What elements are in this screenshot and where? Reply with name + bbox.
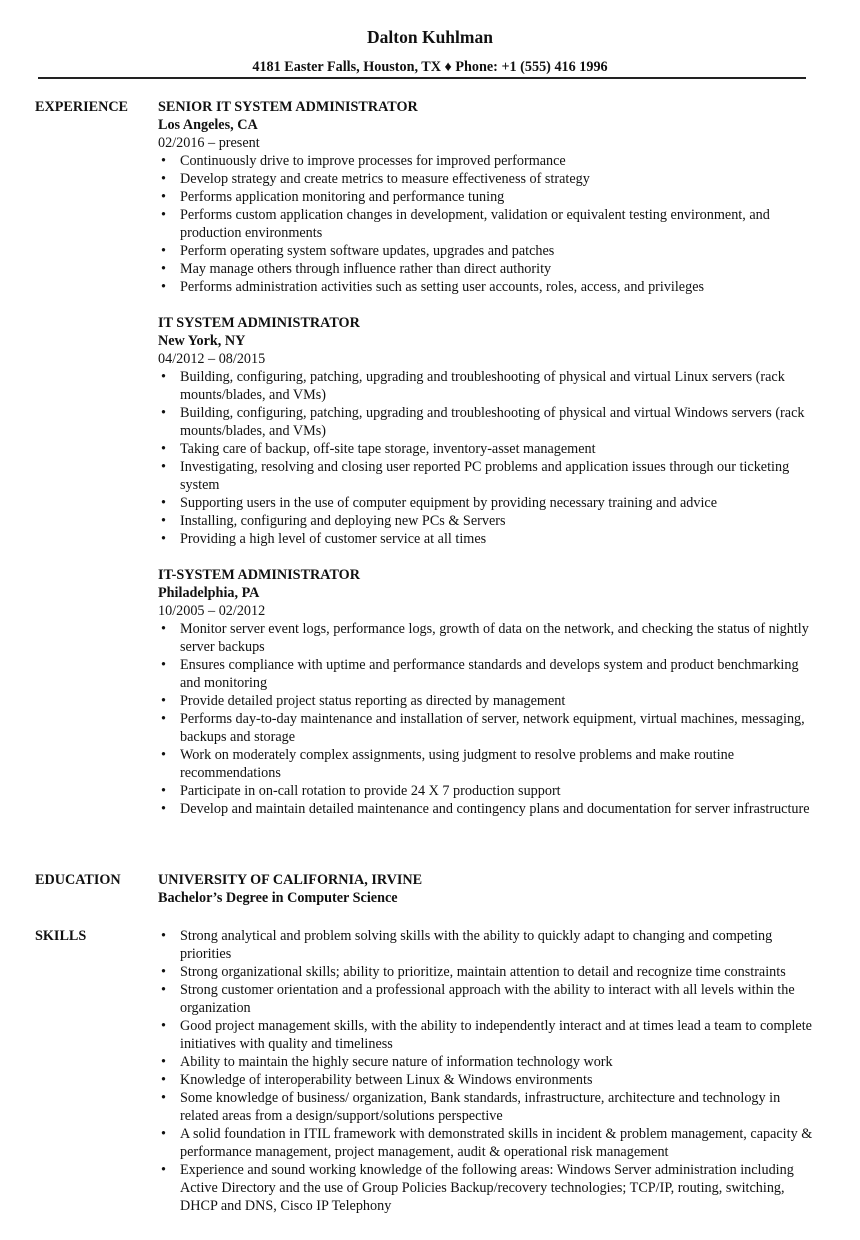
job-dates: 10/2005 – 02/2012 (158, 603, 266, 619)
duty-item: • Building, configuring, patching, upgrading and troubleshooting of physical and virtual Linux servers (rack mounts/blades, and VMs) (158, 368, 818, 404)
duty-item: • Monitor server event logs, performance logs, growth of data on the network, and checking the status of nightly server backups (158, 620, 818, 656)
job-dates: 04/2012 – 08/2015 (158, 351, 266, 367)
duty-item: • Performs day-to-day maintenance and installation of server, network equipment, virtual machines, messaging, backups and storage (158, 710, 818, 746)
job-location: New York, NY (158, 333, 246, 349)
job-duties (158, 152, 818, 296)
experience-list (158, 98, 818, 836)
skill-item: • Strong analytical and problem solving skills with the ability to quickly adapt to changing and competing priorities (158, 927, 818, 963)
duty-item: • Supporting users in the use of computer equipment by providing necessary training and advice (158, 494, 818, 512)
job-title: SENIOR IT SYSTEM ADMINISTRATOR (158, 99, 418, 115)
duty-item: • Work on moderately complex assignments, using judgment to resolve problems and make routine recommendations (158, 746, 818, 782)
duty-item: • May manage others through influence rather than direct authority (158, 260, 818, 278)
job-entry (158, 314, 818, 548)
job-title: IT-SYSTEM ADMINISTRATOR (158, 567, 360, 583)
job-duties (158, 620, 818, 818)
skill-item: • A solid foundation in ITIL framework with demonstrated skills in incident & problem management, capacity & performance management, project management, audit & operational risk management (158, 1125, 818, 1161)
duty-item: • Installing, configuring and deploying new PCs & Servers (158, 512, 818, 530)
skills-list-wrap (158, 927, 818, 1215)
skill-item: • Knowledge of interoperability between Linux & Windows environments (158, 1071, 818, 1089)
job-title: IT SYSTEM ADMINISTRATOR (158, 315, 360, 331)
skills-list (158, 927, 818, 1215)
section-label-education: EDUCATION (35, 872, 121, 888)
skill-item: • Strong organizational skills; ability to prioritize, maintain attention to detail and recognize time constraints (158, 963, 818, 981)
job-entry (158, 566, 818, 818)
degree-name: Bachelor’s Degree in Computer Science (158, 890, 398, 906)
duty-item: • Performs administration activities such as setting user accounts, roles, access, and privileges (158, 278, 818, 296)
skill-item: • Good project management skills, with the ability to independently interact and at times lead a team to complete initiatives with quality and timeliness (158, 1017, 818, 1053)
skill-item: • Ability to maintain the highly secure nature of information technology work (158, 1053, 818, 1071)
duty-item: • Building, configuring, patching, upgrading and troubleshooting of physical and virtual Windows servers (rack mounts/blades, and VMs) (158, 404, 818, 440)
duty-item: • Ensures compliance with uptime and performance standards and develops system and product benchmarking and monitoring (158, 656, 818, 692)
duty-item: • Participate in on-call rotation to provide 24 X 7 production support (158, 782, 818, 800)
duty-item: • Performs custom application changes in development, validation or equivalent testing environment, and production environments (158, 206, 818, 242)
job-dates: 02/2016 – present (158, 135, 260, 151)
job-entry (158, 98, 818, 296)
job-location: Los Angeles, CA (158, 117, 258, 133)
duty-item: • Perform operating system software updates, upgrades and patches (158, 242, 818, 260)
contact-line: 4181 Easter Falls, Houston, TX ♦ Phone: +1 (555) 416 1996 (252, 59, 608, 75)
duty-item: • Develop strategy and create metrics to measure effectiveness of strategy (158, 170, 818, 188)
duty-item: • Taking care of backup, off-site tape storage, inventory-asset management (158, 440, 818, 458)
skill-item: • Experience and sound working knowledge of the following areas: Windows Server administration including Active Directory and the use of Group Policies Backup/recovery technologies; TCP/IP, routing, switching, DHCP and DNS, Cisco IP Telephony (158, 1161, 818, 1215)
job-duties (158, 368, 818, 548)
education-entry (158, 871, 818, 907)
section-label-skills: SKILLS (35, 928, 87, 944)
job-location: Philadelphia, PA (158, 585, 260, 601)
duty-item: • Performs application monitoring and performance tuning (158, 188, 818, 206)
duty-item: • Investigating, resolving and closing user reported PC problems and application issues through our ticketing system (158, 458, 818, 494)
duty-item: • Provide detailed project status reporting as directed by management (158, 692, 818, 710)
section-label-experience: EXPERIENCE (35, 99, 129, 115)
skill-item: • Some knowledge of business/ organization, Bank standards, infrastructure, architecture and technology in related areas from a design/support/solutions perspective (158, 1089, 818, 1125)
header-divider (38, 77, 806, 79)
school-name: UNIVERSITY OF CALIFORNIA, IRVINE (158, 872, 423, 888)
duty-item: • Develop and maintain detailed maintenance and contingency plans and documentation for server infrastructure (158, 800, 818, 818)
duty-item: • Continuously drive to improve processes for improved performance (158, 152, 818, 170)
skill-item: • Strong customer orientation and a professional approach with the ability to interact with all levels within the organization (158, 981, 818, 1017)
duty-item: • Providing a high level of customer service at all times (158, 530, 818, 548)
candidate-name: Dalton Kuhlman (367, 27, 493, 47)
